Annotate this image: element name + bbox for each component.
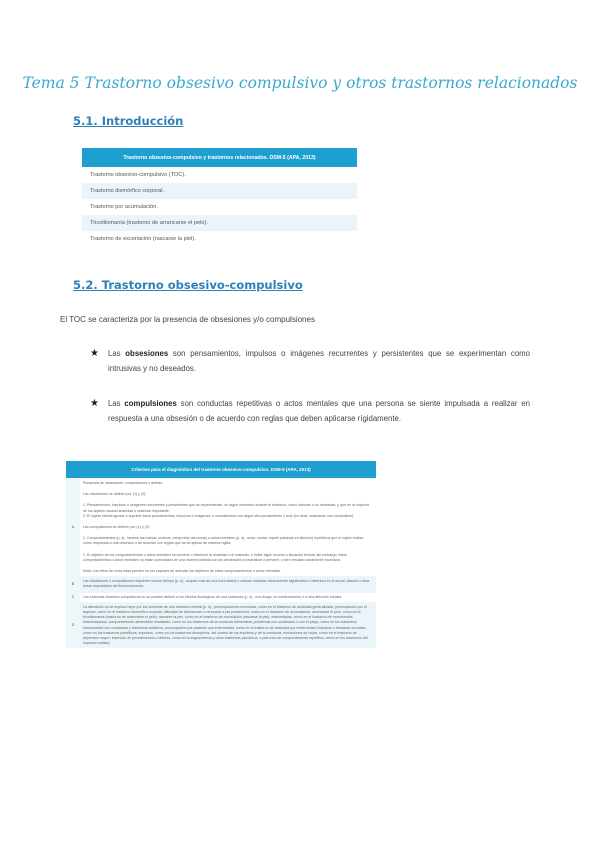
- criteria-table-header: Criterios para el diagnóstico del trastorno obsesivo-compulsivo. DSM-5 (APA, 2013): [66, 461, 376, 479]
- table-row: Trastorno dismórfico corporal.: [82, 183, 357, 199]
- table-row: Trastorno obsesivo-compulsivo (TOC).: [90, 172, 186, 178]
- bullet-obsesiones: ★ Las obsesiones son pensamientos, impulsos o imágenes recurrentes y persistentes que se experimentan como intrusivas y no deseados.: [90, 348, 530, 373]
- section-heading-toc: 5.2. Trastorno obsesivo-compulsivo: [73, 278, 303, 292]
- document-title: Tema 5 Trastorno obsesivo compulsivo y otros trastornos relacionados: [22, 74, 578, 92]
- star-bullet-icon: ★: [90, 348, 99, 359]
- term-obsesiones: obsesiones: [125, 349, 169, 358]
- criterion-label: B: [66, 577, 80, 592]
- table-row: Tricotilomanía (trastorno de arrancarse el pelo).: [82, 215, 357, 231]
- term-compulsiones: compulsiones: [124, 399, 177, 408]
- criterion-label: D: [66, 602, 80, 648]
- bullet-compulsiones: ★ Las compulsiones son conductas repetitivas o actos mentales que una persona se siente impulsada a realizar en respuesta a una obsesión o de acuerdo con reglas que deben aplicarse rígidamente.: [90, 398, 530, 423]
- criterion-text: La alteración no se explica mejor por los síntomas de otro trastorno mental (p. ej., preocupaciones excesivas, como en el trastorno de ansiedad generalizada; preocupación por el aspecto, como en el trastorno dismórfico corporal; dificultad de deshacerse o renunciar a las posesiones, como en el trastorno de acumulación; arrancarse el pelo, como en la tricotilomanía (trastorno de arrancarse el pelo); rascarse la piel, como en el trastorno de excoriación (rascarse la piel); estereotipias, como en el trastorno de movimientos estereotipados; comportamiento alimentario ritualizado, como en los trastornos de la conducta alimentaria; problemas con sustancias o con el juego, como en los trastornos relacionados con sustancias y trastornos adictivos; preocupación por padecer una enfermedad, como en el trastorno de ansiedad por enfermedad; impulsos o fantasías sexuales, como en los trastornos parafílicos; impulsos, como en los trastornos disruptivos, del control de los impulsos y de la conducta; rumiaciones de culpa, como en el trastorno de depresión mayor; inserción de pensamientos o delirios, como en la esquizofrenia y otros trastornos psicóticos; o patrones de comportamiento repetitivo, como en los trastornos del espectro autista).: [80, 602, 376, 648]
- star-bullet-icon: ★: [90, 398, 99, 409]
- table-row: Trastorno de excoriación (rascarse la piel).: [90, 236, 196, 242]
- disorders-table-header: Trastorno obsesivo-compulsivo y trastornos relacionados. DSM-5 (APA, 2013): [82, 148, 357, 167]
- criterion-text: Las obsesiones o compulsiones requieren mucho tiempo (p. ej., ocupan más de una hora diaria) o causan malestar clínicamente significativo o deterioro en lo social, laboral u otras áreas importantes del funcionamiento.: [80, 577, 376, 592]
- section-heading-introduccion: 5.1. Introducción: [73, 114, 184, 128]
- criterion-text: Presencia de obsesiones, compulsiones o ambas: Las obsesiones se definen por (1) y (2): 1. Pensamientos, impulsos o imágenes recurrentes y persistentes que se experimentan, en algún momento durante el trastorno, como intrusas o no deseadas, y que en la mayoría de los sujetos causan ansiedad o malestar importante. 2. El sujeto intenta ignorar o suprimir estos pensamientos, impulsos o imágenes, o neutralizarlos con algún otro pensamiento o acto (es decir, realizando una compulsión). Las compulsiones se definen por (1) y (2): 1. Comportamientos (p. ej., lavarse las manos, ordenar, comprobar las cosas) o actos mentales (p. ej., rezar, contar, repetir palabras en silencio) repetitivos que el sujeto realiza como respuesta a una obsesión o de acuerdo con reglas que ha de aplicar de manera rígida. 2. El objetivo de los comportamientos o actos mentales es prevenir o disminuir la ansiedad o el malestar, o evitar algún suceso o situación temida; sin embargo, estos comportamientos o actos mentales no están conectados de una manera realista con los destinados a neutralizar o prevenir, o bien resultan claramente excesivos. Nota: Los niños de corta edad pueden no ser capaces de articular los objetivos de estos comportamientos o actos mentales.: [80, 479, 376, 577]
- criterion-text: Los síntomas obsesivo-compulsivos no se pueden atribuir a los efectos fisiológicos de una sustancia (p. ej., una droga, un medicamento) o a otra afección médica.: [80, 592, 376, 602]
- intro-paragraph: El TOC se caracteriza por la presencia de obsesiones y/o compulsiones: [60, 315, 315, 324]
- disorders-table: [82, 148, 357, 247]
- criteria-table: [66, 461, 376, 648]
- criterion-label: A: [66, 479, 80, 577]
- criterion-label: C: [66, 592, 80, 602]
- table-row: Trastorno por acumulación.: [90, 204, 158, 210]
